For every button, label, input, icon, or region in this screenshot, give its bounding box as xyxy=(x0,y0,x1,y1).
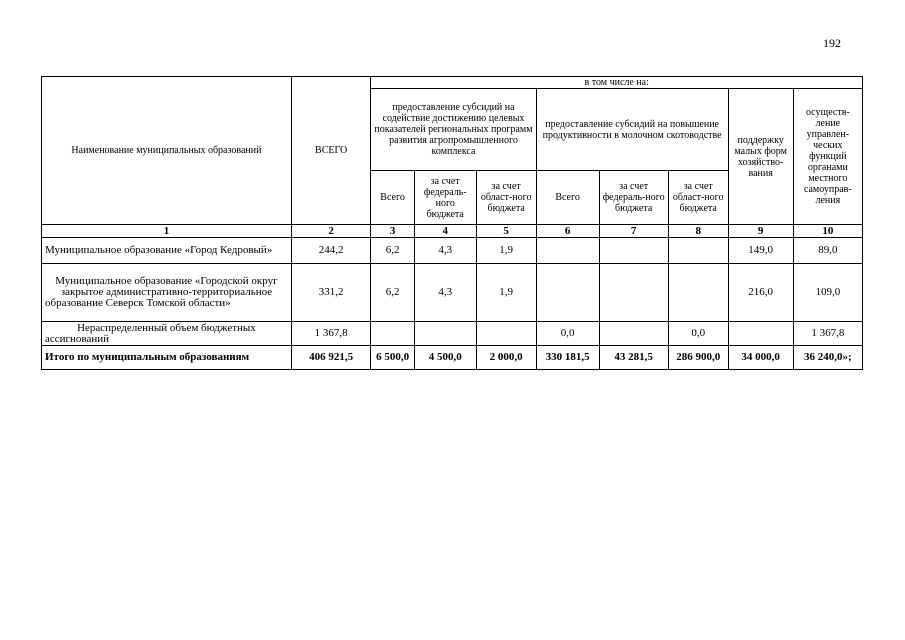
value-cell: 149,0 xyxy=(728,238,793,264)
value-cell xyxy=(668,264,728,322)
value-cell: 34 000,0 xyxy=(728,346,793,370)
municipality-name: Муниципальное образование «Городской округ закрытое административно-территориальное образование Северск Томской области» xyxy=(42,264,292,322)
header-small-farms: поддержку малых форм хозяйство-вания xyxy=(728,89,793,225)
value-cell xyxy=(371,322,414,346)
value-cell: 406 921,5 xyxy=(291,346,371,370)
column-number: 1 xyxy=(42,225,292,238)
column-number: 10 xyxy=(793,225,862,238)
column-number-row xyxy=(42,225,863,238)
value-cell: 6,2 xyxy=(371,264,414,322)
total-row xyxy=(42,346,863,370)
value-cell: 6,2 xyxy=(371,238,414,264)
column-number: 8 xyxy=(668,225,728,238)
column-number: 2 xyxy=(291,225,371,238)
municipality-name: Нераспределенный объем бюджетных ассигнований xyxy=(42,322,292,346)
value-cell: 331,2 xyxy=(291,264,371,322)
column-number: 3 xyxy=(371,225,414,238)
header-group-dairy-subsidies: предоставление субсидий на повышение продуктивности в молочном скотоводстве xyxy=(536,89,728,171)
value-cell: 286 900,0 xyxy=(668,346,728,370)
table-row xyxy=(42,238,863,264)
municipality-name: Итого по муниципальным образованиям xyxy=(42,346,292,370)
value-cell: 43 281,5 xyxy=(599,346,668,370)
header-name: Наименование муниципальных образований xyxy=(42,77,292,225)
municipality-name: Муниципальное образование «Город Кедровый» xyxy=(42,238,292,264)
column-number: 9 xyxy=(728,225,793,238)
page-number: 192 xyxy=(823,36,841,50)
header-dairy-regional: за счет област-ного бюджета xyxy=(668,171,728,225)
value-cell: 109,0 xyxy=(793,264,862,322)
value-cell: 216,0 xyxy=(728,264,793,322)
header-agro-total: Всего xyxy=(371,171,414,225)
value-cell xyxy=(599,238,668,264)
value-cell xyxy=(599,322,668,346)
table-row xyxy=(42,264,863,322)
header-agro-regional: за счет област-ного бюджета xyxy=(476,171,536,225)
header-management-functions: осуществ-ление управлен-ческих функций органами местного самоуправ-ления xyxy=(793,89,862,225)
value-cell: 1 367,8 xyxy=(793,322,862,346)
header-dairy-federal: за счет федераль-ного бюджета xyxy=(599,171,668,225)
value-cell xyxy=(536,238,599,264)
value-cell: 6 500,0 xyxy=(371,346,414,370)
value-cell: 4 500,0 xyxy=(414,346,476,370)
value-cell: 1,9 xyxy=(476,238,536,264)
header-group-agro-subsidies: предоставление субсидий на содействие достижению целевых показателей региональных программ развития агропромышленного комплекса xyxy=(371,89,536,171)
value-cell xyxy=(476,322,536,346)
column-number: 6 xyxy=(536,225,599,238)
header-total: ВСЕГО xyxy=(291,77,371,225)
value-cell xyxy=(599,264,668,322)
value-cell xyxy=(414,322,476,346)
value-cell: 1,9 xyxy=(476,264,536,322)
value-cell: 89,0 xyxy=(793,238,862,264)
value-cell: 244,2 xyxy=(291,238,371,264)
value-cell: 0,0 xyxy=(536,322,599,346)
value-cell xyxy=(536,264,599,322)
value-cell: 330 181,5 xyxy=(536,346,599,370)
value-cell: 4,3 xyxy=(414,264,476,322)
value-cell: 2 000,0 xyxy=(476,346,536,370)
value-cell xyxy=(728,322,793,346)
header-including: в том числе на: xyxy=(371,77,863,89)
value-cell: 36 240,0»; xyxy=(793,346,862,370)
value-cell xyxy=(668,238,728,264)
column-number: 5 xyxy=(476,225,536,238)
value-cell: 0,0 xyxy=(668,322,728,346)
column-number: 4 xyxy=(414,225,476,238)
column-number: 7 xyxy=(599,225,668,238)
header-dairy-total: Всего xyxy=(536,171,599,225)
value-cell: 1 367,8 xyxy=(291,322,371,346)
header-agro-federal: за счет федераль-ного бюджета xyxy=(414,171,476,225)
value-cell: 4,3 xyxy=(414,238,476,264)
budget-table xyxy=(41,76,863,370)
table-row xyxy=(42,322,863,346)
